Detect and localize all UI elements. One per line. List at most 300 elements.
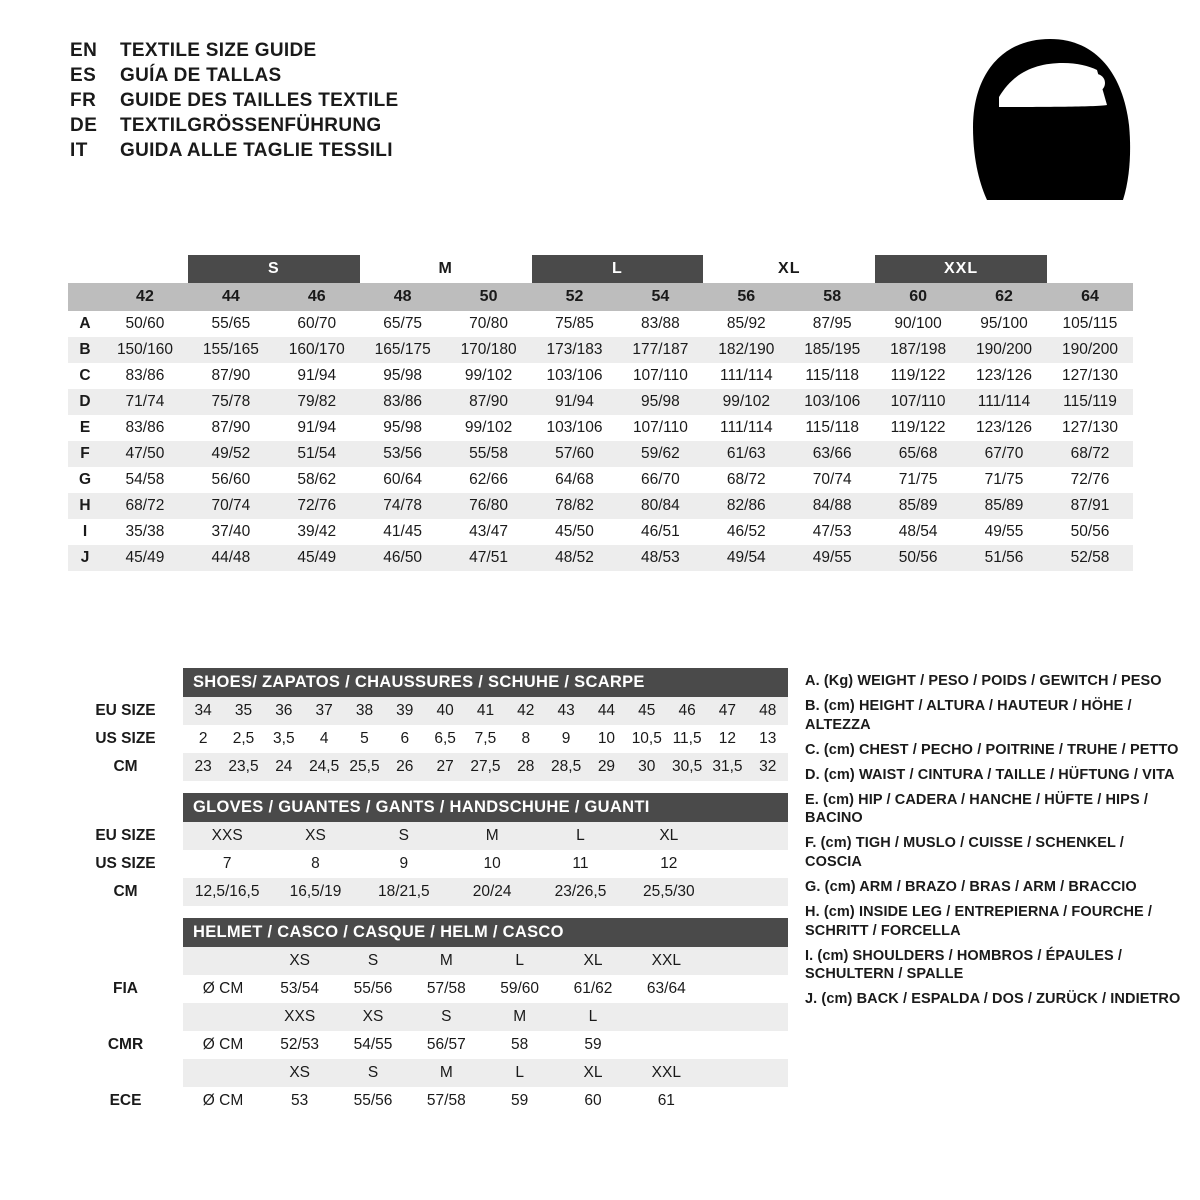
cell: 28 [506, 753, 546, 781]
cell: 75/85 [532, 311, 618, 337]
cell: 70/74 [789, 467, 875, 493]
cell: 61/63 [703, 441, 789, 467]
row-label: CM [68, 753, 183, 781]
cell: 11,5 [667, 725, 707, 753]
size-label-cell [1047, 255, 1133, 283]
cell: 63/66 [789, 441, 875, 467]
lang-code-en: EN [70, 40, 98, 61]
cell: 41/45 [360, 519, 446, 545]
table-row [68, 519, 1133, 545]
cell: XL [556, 947, 629, 975]
size-label-xxl: XXL [875, 255, 1047, 283]
row-label: CM [68, 878, 183, 906]
cell: 155/165 [188, 337, 274, 363]
unit-cell [183, 1003, 263, 1031]
cell: 99/102 [446, 415, 532, 441]
cell: 84/88 [789, 493, 875, 519]
textile-size-table [68, 255, 1133, 571]
cell: 43 [546, 697, 586, 725]
shoes-us-row [68, 725, 788, 753]
cell: 13 [748, 725, 788, 753]
legend-item-f: F. (cm) TIGH / MUSLO / CUISSE / SCHENKEL / COSCIA [805, 835, 1124, 870]
row-label [68, 1059, 183, 1087]
cell: 123/126 [961, 363, 1047, 389]
row-key: B [68, 337, 102, 363]
cell: 39 [385, 697, 425, 725]
row-key: G [68, 467, 102, 493]
cell [630, 1003, 703, 1031]
unit-cell: Ø CM [183, 1087, 263, 1115]
cell: 51/54 [274, 441, 360, 467]
gloves-title: GLOVES / GUANTES / GANTS / HANDSCHUHE / GUANTI [183, 793, 788, 822]
unit-cell: Ø CM [183, 975, 263, 1003]
cell: 56/60 [188, 467, 274, 493]
cell: 26 [385, 753, 425, 781]
cell: 35/38 [102, 519, 188, 545]
cell: 91/94 [532, 389, 618, 415]
cell: 107/110 [617, 363, 703, 389]
cell: 48 [748, 697, 788, 725]
legend-item-g: G. (cm) ARM / BRAZO / BRAS / ARM / BRACCIO [805, 878, 1137, 895]
cell: 51/56 [961, 545, 1047, 571]
cell: 49/55 [789, 545, 875, 571]
size-label-s: S [188, 255, 360, 283]
cell: 38 [344, 697, 384, 725]
size-number: 58 [789, 283, 875, 311]
size-number: 42 [102, 283, 188, 311]
cell: 160/170 [274, 337, 360, 363]
cell: XXS [183, 822, 271, 850]
cell: 68/72 [703, 467, 789, 493]
table-row [68, 415, 1133, 441]
size-number: 64 [1047, 283, 1133, 311]
cell: 47/53 [789, 519, 875, 545]
table-row [68, 311, 1133, 337]
cell: 46/51 [617, 519, 703, 545]
cell: 70/74 [188, 493, 274, 519]
cell: 16,5/19 [271, 878, 359, 906]
cell: 56/57 [410, 1031, 483, 1059]
cell: 65/68 [875, 441, 961, 467]
cell: 47/51 [446, 545, 532, 571]
legend-item-a: A. (Kg) WEIGHT / PESO / POIDS / GEWITCH / PESO [805, 673, 1162, 689]
cell: 115/119 [1047, 389, 1133, 415]
cell: 32 [748, 753, 788, 781]
cell: 91/94 [274, 415, 360, 441]
row-key: A [68, 311, 102, 337]
cell: 79/82 [274, 389, 360, 415]
legend-item-j: J. (cm) BACK / ESPALDA / DOS / ZURÜCK / INDIETRO [805, 991, 1181, 1008]
cell: 12,5/16,5 [183, 878, 271, 906]
cell: 54/55 [336, 1031, 409, 1059]
cell: 119/122 [875, 415, 961, 441]
cell: 54/58 [102, 467, 188, 493]
cell: 53/54 [263, 975, 336, 1003]
cell: 87/90 [188, 415, 274, 441]
cell: 187/198 [875, 337, 961, 363]
cell: 47/50 [102, 441, 188, 467]
cell: 45/50 [532, 519, 618, 545]
cell: 103/106 [789, 389, 875, 415]
cell: 44/48 [188, 545, 274, 571]
cell: 29 [586, 753, 626, 781]
cell: S [336, 1059, 409, 1087]
gloves-section [68, 793, 788, 906]
cell: 99/102 [446, 363, 532, 389]
legend-item-c: C. (cm) CHEST / PECHO / POITRINE / TRUHE / PETTO [805, 741, 1179, 758]
cell: 59/60 [483, 975, 556, 1003]
size-label-row [68, 255, 1133, 283]
cell: 45/49 [102, 545, 188, 571]
cell: 39/42 [274, 519, 360, 545]
cell: 53/56 [360, 441, 446, 467]
cell: XXL [630, 947, 703, 975]
cell: 57/58 [410, 1087, 483, 1115]
shoes-cm-row [68, 753, 788, 781]
cell: 47 [707, 697, 747, 725]
helmet-ece-row [68, 1087, 788, 1115]
table-row [68, 493, 1133, 519]
lang-code-es: ES [70, 65, 97, 86]
cell: 44 [586, 697, 626, 725]
size-number: 50 [446, 283, 532, 311]
cell: 11 [536, 850, 624, 878]
cell: 83/86 [102, 363, 188, 389]
cell: 37 [304, 697, 344, 725]
cell [703, 1087, 788, 1115]
cell: 107/110 [875, 389, 961, 415]
cell: 72/76 [274, 493, 360, 519]
cell: XS [271, 822, 359, 850]
table-row [68, 441, 1133, 467]
cell: 55/58 [446, 441, 532, 467]
cell: 68/72 [1047, 441, 1133, 467]
cell: 190/200 [961, 337, 1047, 363]
cell: 190/200 [1047, 337, 1133, 363]
cell: 24,5 [304, 753, 344, 781]
cell: XXS [263, 1003, 336, 1031]
cell [703, 947, 788, 975]
measurement-legend [805, 672, 1185, 1015]
cell: M [410, 1059, 483, 1087]
cell: 7,5 [465, 725, 505, 753]
cell: 40 [425, 697, 465, 725]
lang-code-it: IT [70, 140, 88, 161]
unit-cell [183, 947, 263, 975]
cell: 48/53 [617, 545, 703, 571]
title-en: TEXTILE SIZE GUIDE [120, 40, 317, 61]
cell: 80/84 [617, 493, 703, 519]
cell: 6,5 [425, 725, 465, 753]
cell: 95/98 [360, 415, 446, 441]
table-row [68, 545, 1133, 571]
helmet-fia-row [68, 975, 788, 1003]
legend-item-e: E. (cm) HIP / CADERA / HANCHE / HÜFTE / HIPS / BACINO [805, 791, 1148, 827]
cell: 3,5 [264, 725, 304, 753]
cell: 60 [556, 1087, 629, 1115]
cell: 150/160 [102, 337, 188, 363]
cell: 70/80 [446, 311, 532, 337]
cell: 10 [586, 725, 626, 753]
cell: 41 [465, 697, 505, 725]
cell: 27 [425, 753, 465, 781]
cell: S [336, 947, 409, 975]
size-label-m: M [360, 255, 532, 283]
cell: 105/115 [1047, 311, 1133, 337]
cell: 85/89 [875, 493, 961, 519]
gloves-us-row [68, 850, 788, 878]
cell: 115/118 [789, 363, 875, 389]
lang-code-fr: FR [70, 90, 97, 111]
cell: 23,5 [223, 753, 263, 781]
cell: 63/64 [630, 975, 703, 1003]
row-label: EU SIZE [68, 822, 183, 850]
table-row [68, 337, 1133, 363]
cell: 64/68 [532, 467, 618, 493]
cell: 95/100 [961, 311, 1047, 337]
cell: 2 [183, 725, 223, 753]
header-row [70, 40, 398, 62]
cell: 74/78 [360, 493, 446, 519]
gloves-eu-row [68, 822, 788, 850]
cell: 68/72 [102, 493, 188, 519]
cell: 95/98 [617, 389, 703, 415]
cell: M [448, 822, 536, 850]
cell: 123/126 [961, 415, 1047, 441]
cell: 49/52 [188, 441, 274, 467]
header-row [70, 65, 398, 87]
cell: 57/60 [532, 441, 618, 467]
shoes-title: SHOES/ ZAPATOS / CHAUSSURES / SCHUHE / SCARPE [183, 668, 788, 697]
helmet-fia-size-row [68, 947, 788, 975]
shoes-section [68, 668, 788, 781]
helmet-cmr-row [68, 1031, 788, 1059]
cell: 111/114 [961, 389, 1047, 415]
cell: 127/130 [1047, 363, 1133, 389]
row-label: US SIZE [68, 850, 183, 878]
cell: 55/56 [336, 1087, 409, 1115]
cell: 182/190 [703, 337, 789, 363]
row-label [68, 947, 183, 975]
cell: 87/90 [446, 389, 532, 415]
cell: 61/62 [556, 975, 629, 1003]
cell: 119/122 [875, 363, 961, 389]
cell: 52/53 [263, 1031, 336, 1059]
header-language-list [70, 40, 398, 165]
cell: 66/70 [617, 467, 703, 493]
title-it: GUIDA ALLE TAGLIE TESSILI [120, 140, 393, 161]
cell: 53 [263, 1087, 336, 1115]
cell: 24 [264, 753, 304, 781]
cell: 67/70 [961, 441, 1047, 467]
row-key: H [68, 493, 102, 519]
cell: L [483, 1059, 556, 1087]
cell: 48/54 [875, 519, 961, 545]
shoes-eu-row [68, 697, 788, 725]
cell: 10,5 [627, 725, 667, 753]
header-row [70, 115, 398, 137]
cell: XS [336, 1003, 409, 1031]
cell: 65/75 [360, 311, 446, 337]
cell: 46 [667, 697, 707, 725]
cell: 45 [627, 697, 667, 725]
cell: 83/86 [360, 389, 446, 415]
cell: 173/183 [532, 337, 618, 363]
cell: XXL [630, 1059, 703, 1087]
corner-cell [68, 255, 102, 283]
cell: XL [556, 1059, 629, 1087]
cell: 59 [556, 1031, 629, 1059]
cell: 42 [506, 697, 546, 725]
helmet-cmr-size-row [68, 1003, 788, 1031]
accessory-tables [68, 668, 788, 1117]
row-key: E [68, 415, 102, 441]
cell: 59/62 [617, 441, 703, 467]
cell: 12 [707, 725, 747, 753]
helmet-section [68, 918, 788, 1115]
cell: 90/100 [875, 311, 961, 337]
size-label-xl: XL [703, 255, 875, 283]
cell: 50/60 [102, 311, 188, 337]
cell: L [536, 822, 624, 850]
lang-code-de: DE [70, 115, 98, 136]
cell: XS [263, 947, 336, 975]
unit-cell [183, 1059, 263, 1087]
cell: 61 [630, 1087, 703, 1115]
cell: 7 [183, 850, 271, 878]
cell: 30 [627, 753, 667, 781]
cell: 18/21,5 [360, 878, 448, 906]
row-label: US SIZE [68, 725, 183, 753]
cell: 185/195 [789, 337, 875, 363]
helmet-title: HELMET / CASCO / CASQUE / HELM / CASCO [183, 918, 788, 947]
cell [703, 975, 788, 1003]
cell: 60/70 [274, 311, 360, 337]
unit-cell: Ø CM [183, 1031, 263, 1059]
cell: 4 [304, 725, 344, 753]
size-number: 44 [188, 283, 274, 311]
cell: 12 [625, 850, 713, 878]
cell: 20/24 [448, 878, 536, 906]
title-de: TEXTILGRÖSSENFÜHRUNG [120, 115, 382, 136]
cell: 37/40 [188, 519, 274, 545]
cell: 35 [223, 697, 263, 725]
row-key: J [68, 545, 102, 571]
cell: XL [625, 822, 713, 850]
header-row [70, 140, 398, 162]
size-number: 60 [875, 283, 961, 311]
cell: M [410, 947, 483, 975]
cell: 83/88 [617, 311, 703, 337]
cell: 85/89 [961, 493, 1047, 519]
header-row [70, 90, 398, 112]
cell: 111/114 [703, 363, 789, 389]
size-number-row [68, 283, 1133, 311]
legend-item-d: D. (cm) WAIST / CINTURA / TAILLE / HÜFTUNG / VITA [805, 766, 1175, 783]
cell: 91/94 [274, 363, 360, 389]
cell: 49/55 [961, 519, 1047, 545]
cell: 8 [506, 725, 546, 753]
cell: 75/78 [188, 389, 274, 415]
cell [713, 850, 788, 878]
cell: 46/50 [360, 545, 446, 571]
cell: 60/64 [360, 467, 446, 493]
table-row [68, 467, 1133, 493]
cell: 6 [385, 725, 425, 753]
cell: L [483, 947, 556, 975]
cell: 34 [183, 697, 223, 725]
row-key: F [68, 441, 102, 467]
cell: 52/58 [1047, 545, 1133, 571]
cell [703, 1059, 788, 1087]
cell: 71/75 [875, 467, 961, 493]
cell: 57/58 [410, 975, 483, 1003]
cell: 27,5 [465, 753, 505, 781]
cell: 87/95 [789, 311, 875, 337]
row-label: CMR [68, 1031, 183, 1059]
size-number: 52 [532, 283, 618, 311]
corner-cell [68, 283, 102, 311]
cell [713, 822, 788, 850]
size-number: 48 [360, 283, 446, 311]
legend-item-i: I. (cm) SHOULDERS / HOMBROS / ÉPAULES / SCHULTERN / SPALLE [805, 947, 1123, 983]
cell: 85/92 [703, 311, 789, 337]
cell: 49/54 [703, 545, 789, 571]
cell: 23/26,5 [536, 878, 624, 906]
title-fr: GUIDE DES TAILLES TEXTILE [120, 90, 399, 111]
cell: 83/86 [102, 415, 188, 441]
cell: 78/82 [532, 493, 618, 519]
cell: 82/86 [703, 493, 789, 519]
cell: 103/106 [532, 363, 618, 389]
cell: 55/56 [336, 975, 409, 1003]
cell: 8 [271, 850, 359, 878]
cell: 36 [264, 697, 304, 725]
row-key: C [68, 363, 102, 389]
cell: 50/56 [875, 545, 961, 571]
table-row [68, 389, 1133, 415]
cell [703, 1031, 788, 1059]
size-number: 56 [703, 283, 789, 311]
cell: 76/80 [446, 493, 532, 519]
cell: 170/180 [446, 337, 532, 363]
size-number: 62 [961, 283, 1047, 311]
cell: 50/56 [1047, 519, 1133, 545]
legend-item-h: H. (cm) INSIDE LEG / ENTREPIERNA / FOURCHE / SCHRITT / FORCELLA [805, 903, 1153, 939]
cell: 58 [483, 1031, 556, 1059]
row-key: I [68, 519, 102, 545]
cell: 107/110 [617, 415, 703, 441]
cell: 87/91 [1047, 493, 1133, 519]
cell: 87/90 [188, 363, 274, 389]
cell: 103/106 [532, 415, 618, 441]
cell: 165/175 [360, 337, 446, 363]
legend-item-b: B. (cm) HEIGHT / ALTURA / HAUTEUR / HÖHE / ALTEZZA [805, 698, 1132, 733]
cell [703, 1003, 788, 1031]
cell: 59 [483, 1087, 556, 1115]
cell: 99/102 [703, 389, 789, 415]
cell: 55/65 [188, 311, 274, 337]
row-label: EU SIZE [68, 697, 183, 725]
cell: 72/76 [1047, 467, 1133, 493]
cell: 2,5 [223, 725, 263, 753]
helmet-ece-size-row [68, 1059, 788, 1087]
cell: 31,5 [707, 753, 747, 781]
cell: 28,5 [546, 753, 586, 781]
table-row [68, 363, 1133, 389]
size-number: 54 [617, 283, 703, 311]
cell: 71/74 [102, 389, 188, 415]
